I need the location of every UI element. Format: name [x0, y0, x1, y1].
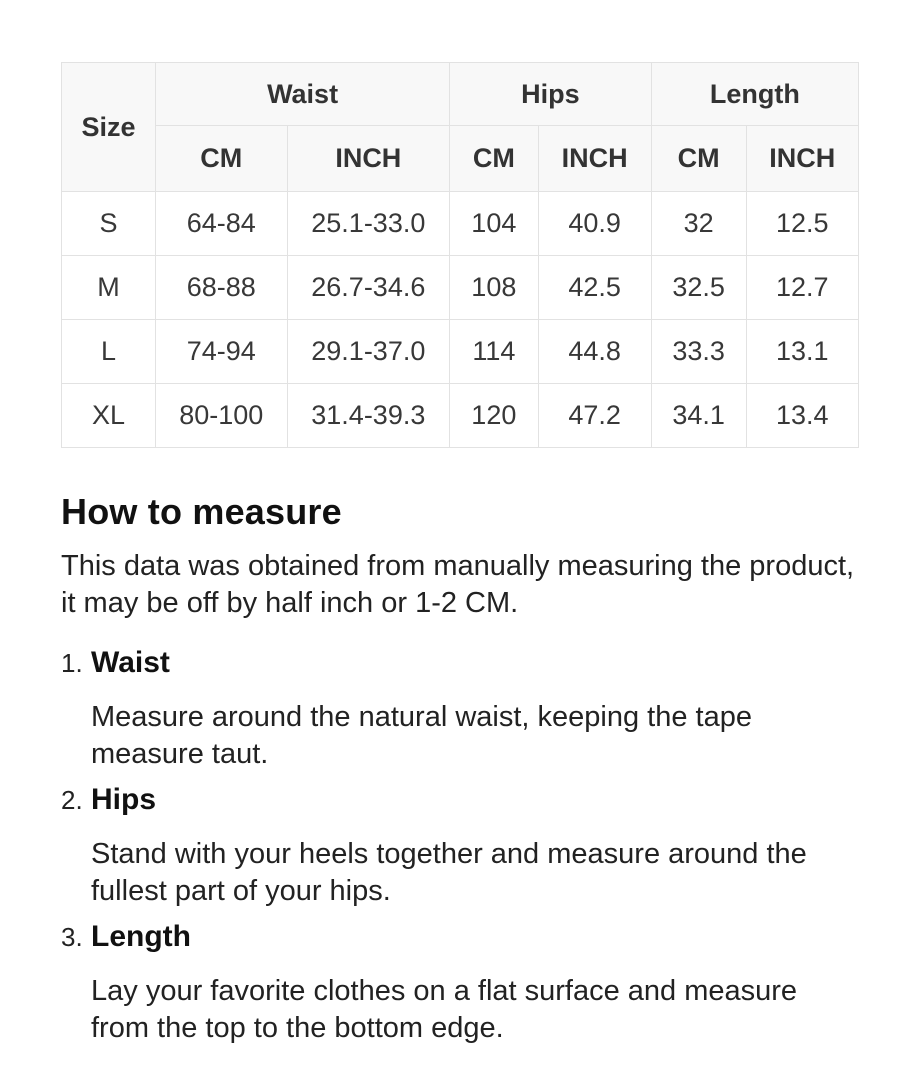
waist-inch-cell: 31.4-39.3 [287, 384, 450, 448]
header-unit-row [62, 126, 859, 192]
waist-inch-cell: 25.1-33.0 [287, 192, 450, 256]
step-title: Hips [91, 783, 157, 816]
length-cm-cell: 32 [651, 192, 746, 256]
measure-intro-text: This data was obtained from manually measuring the product, it may be off by half inch or 1-2 CM. [61, 550, 855, 619]
how-to-measure-heading: How to measure [61, 491, 342, 532]
length-inch-cell: 12.5 [746, 192, 858, 256]
table-row-m [62, 256, 859, 320]
col-header-size: Size [62, 63, 156, 192]
measure-step-length [61, 918, 859, 1047]
measure-step-hips [61, 781, 859, 910]
step-heading [61, 781, 859, 824]
hips-inch-cell: 44.8 [538, 320, 651, 384]
length-cm-cell: 34.1 [651, 384, 746, 448]
measure-step-waist [61, 644, 859, 773]
unit-header-hips-cm: CM [450, 126, 538, 192]
hips-inch-cell: 47.2 [538, 384, 651, 448]
hips-cm-cell: 108 [450, 256, 538, 320]
length-cm-cell: 32.5 [651, 256, 746, 320]
hips-inch-cell: 42.5 [538, 256, 651, 320]
unit-header-length-cm: CM [651, 126, 746, 192]
waist-inch-cell: 29.1-37.0 [287, 320, 450, 384]
length-cm-cell: 33.3 [651, 320, 746, 384]
step-heading [61, 644, 859, 687]
size-chart-table [61, 62, 859, 448]
size-cell: XL [62, 384, 156, 448]
step-description: Measure around the natural waist, keeping the tape measure taut. [91, 701, 752, 770]
size-cell: S [62, 192, 156, 256]
length-inch-cell: 12.7 [746, 256, 858, 320]
waist-cm-cell: 74-94 [156, 320, 288, 384]
step-description: Stand with your heels together and measure around the fullest part of your hips. [91, 838, 807, 907]
unit-header-length-inch: INCH [746, 126, 858, 192]
hips-inch-cell: 40.9 [538, 192, 651, 256]
size-cell: M [62, 256, 156, 320]
step-title: Waist [91, 646, 170, 679]
step-heading [61, 918, 859, 961]
unit-header-hips-inch: INCH [538, 126, 651, 192]
length-inch-cell: 13.1 [746, 320, 858, 384]
waist-cm-cell: 80-100 [156, 384, 288, 448]
measure-steps-list [61, 644, 859, 1047]
table-row-xl [62, 384, 859, 448]
step-number: 3. [61, 922, 83, 952]
waist-cm-cell: 64-84 [156, 192, 288, 256]
waist-cm-cell: 68-88 [156, 256, 288, 320]
step-number: 1. [61, 648, 83, 678]
waist-inch-cell: 26.7-34.6 [287, 256, 450, 320]
unit-header-waist-inch: INCH [287, 126, 450, 192]
col-header-length: Length [651, 63, 858, 126]
hips-cm-cell: 114 [450, 320, 538, 384]
size-cell: L [62, 320, 156, 384]
col-header-waist: Waist [156, 63, 450, 126]
length-inch-cell: 13.4 [746, 384, 858, 448]
step-title: Length [91, 920, 191, 953]
table-row-s [62, 192, 859, 256]
step-description: Lay your favorite clothes on a flat surface and measure from the top to the bottom edge. [91, 975, 798, 1044]
col-header-hips: Hips [450, 63, 652, 126]
unit-header-waist-cm: CM [156, 126, 288, 192]
hips-cm-cell: 104 [450, 192, 538, 256]
hips-cm-cell: 120 [450, 384, 538, 448]
table-row-l [62, 320, 859, 384]
header-group-row [62, 63, 859, 126]
step-number: 2. [61, 785, 83, 815]
